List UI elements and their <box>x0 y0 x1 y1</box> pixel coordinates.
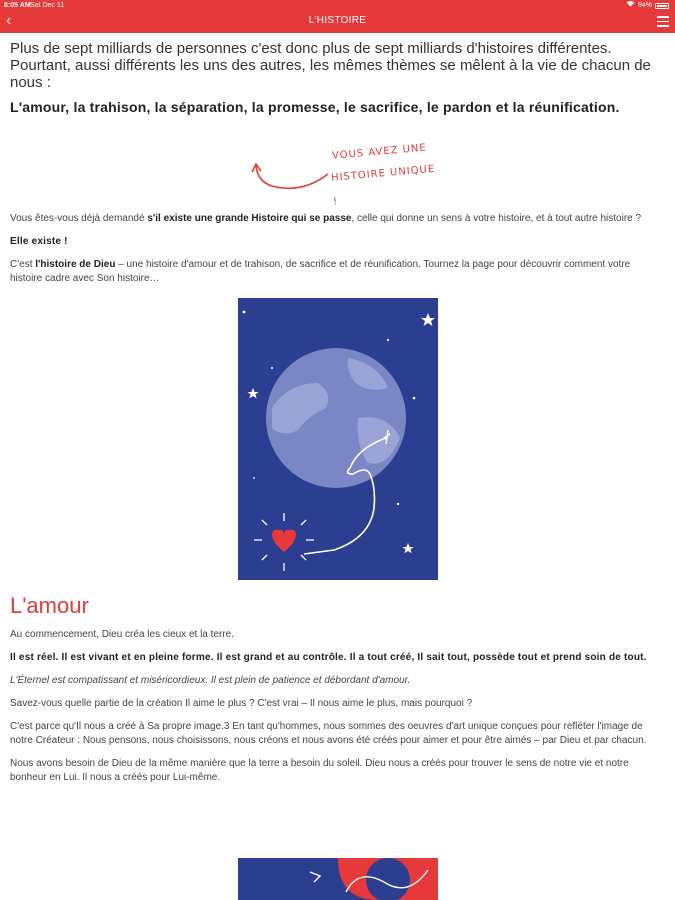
wifi-icon <box>626 0 635 12</box>
page-title: L'HISTOIRE <box>308 15 367 26</box>
status-time: 8:05 AM <box>4 2 31 9</box>
battery-percent: 94% <box>637 2 652 9</box>
amour-paragraph-1: Au commencement, Dieu créa les cieux et la terre. <box>10 629 234 640</box>
callout-line-1: VOUS AVEZ UNE <box>331 142 428 162</box>
status-right <box>626 0 669 12</box>
battery-icon <box>655 3 669 9</box>
intro-paragraph: Plus de sept milliards de personnes c'est donc plus de sept milliards d'histoires différentes. Pourtant, aussi différents les uns des autres, les mêmes thèmes se mêlent à la vie de chacun de nous : <box>10 40 651 91</box>
dieu-text-bold: l'histoire de Dieu <box>35 259 116 270</box>
earth-illustration <box>238 298 438 580</box>
handwritten-callout <box>10 136 665 206</box>
question-text-bold: s'il existe une grande Histoire qui se passe <box>147 213 352 224</box>
question-text-post: , celle qui donne un sens à votre histoire, et à tout autre histoire ? <box>351 213 642 224</box>
amour-paragraph-5: C'est parce qu'Il nous a créé à Sa propre image.3 En tant qu'hommes, nous sommes des oeuvres d'art unique conçues pour refléter l'image de notre Créateur : Nous pensons, nous choisissons, nous créons et nous avons été créés pour aimer et pour être aimés – par Dieu et par chacun. <box>10 721 647 746</box>
dieu-text-pre: C'est <box>10 259 36 270</box>
status-date: Sat Dec 11 <box>30 2 65 9</box>
hamburger-menu-icon[interactable] <box>657 16 669 30</box>
next-illustration <box>238 858 438 900</box>
dieu-paragraph <box>10 258 665 286</box>
amour-paragraph-3: L'Éternel est compatissant et miséricordieux. Il est plein de patience et débordant d'amour. <box>10 675 411 686</box>
dieu-text-post: – une histoire d'amour et de trahison, de sacrifice et de réunification. Tournez la page pour découvrir comment votre histoire cadre avec Son histoire… <box>10 259 631 284</box>
question-text-pre: Vous êtes-vous déjà demandé <box>10 213 148 224</box>
article <box>10 40 665 794</box>
answer-paragraph: Elle existe ! <box>10 236 68 247</box>
callout-line-2: HISTOIRE UNIQUE ! <box>330 163 436 208</box>
chevron-left-icon[interactable]: ‹ <box>6 12 12 29</box>
amour-paragraph-2: Il est réel. Il est vivant et en pleine forme. Il est grand et au contrôle. Il a tout créé, Il sait tout, possède tout et prend soin de tout. <box>10 652 647 663</box>
curved-arrow-icon <box>242 136 332 196</box>
themes-list: L'amour, la trahison, la séparation, la promesse, le sacrifice, le pardon et la réunification. <box>10 99 620 115</box>
status-bar <box>0 0 675 12</box>
amour-paragraph-4: Savez-vous quelle partie de la création Il aime le plus ? C'est vrai – Il nous aime le plus, mais pourquoi ? <box>10 698 473 709</box>
nav-bar <box>0 12 675 33</box>
amour-paragraph-6: Nous avons besoin de Dieu de la même manière que la terre a besoin du soleil. Dieu nous a créés pour trouver le sens de notre vie et notre bonheur en Lui. Il nous a créés pour Lui-même. <box>10 758 629 783</box>
section-heading-amour: L'amour <box>10 593 89 618</box>
